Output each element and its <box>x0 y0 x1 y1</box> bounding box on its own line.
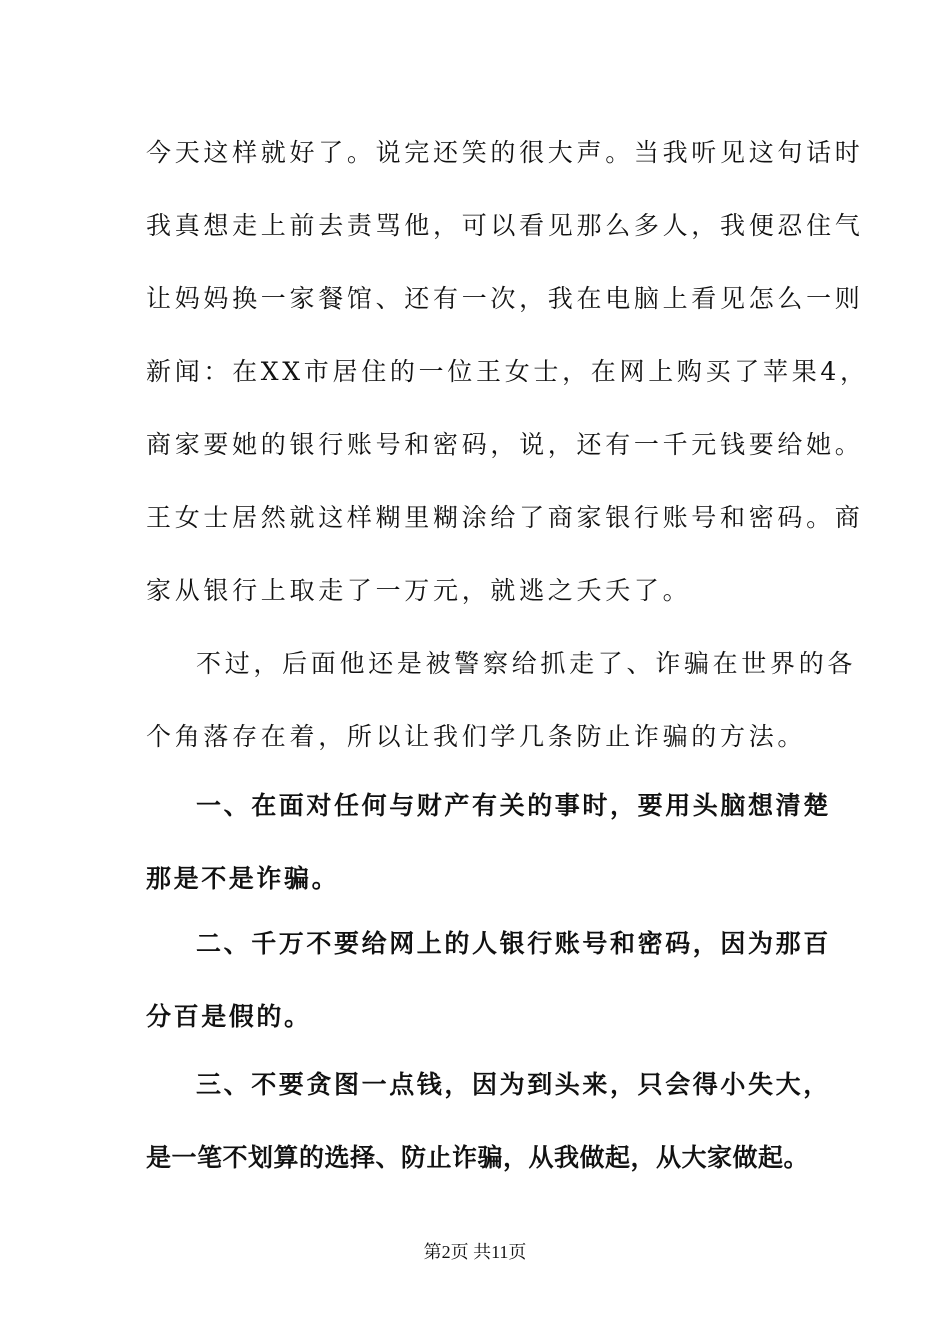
text-line-8: 不过，后面他还是被警察给抓走了、诈骗在世界的各 <box>196 649 857 678</box>
text-line-10: 一、在面对任何与财产有关的事时，要用头脑想清楚 <box>196 791 831 820</box>
text-line-6: 王女士居然就这样糊里糊涂给了商家银行账号和密码。商 <box>146 503 864 532</box>
text-line-3: 让妈妈换一家餐馆、还有一次，我在电脑上看见怎么一则 <box>146 284 864 313</box>
text-line-7: 家从银行上取走了一万元，就逃之夭夭了。 <box>146 576 692 605</box>
text-line-4: 新闻：在XX市居住的一位王女士，在网上购买了苹果4， <box>146 357 869 386</box>
text-line-2: 我真想走上前去责骂他，可以看见那么多人，我便忍住气 <box>146 211 864 240</box>
page-number: 第2页 共11页 <box>423 1242 527 1262</box>
text-line-5: 商家要她的银行账号和密码，说，还有一千元钱要给她。 <box>146 430 864 459</box>
text-line-9: 个角落存在着，所以让我们学几条防止诈骗的方法。 <box>146 722 807 751</box>
text-line-12: 二、千万不要给网上的人银行账号和密码，因为那百 <box>196 929 831 958</box>
text-line-15: 是一笔不划算的选择、防止诈骗，从我做起，从大家做起。 <box>146 1143 810 1172</box>
text-line-1: 今天这样就好了。说完还笑的很大声。当我听见这句话时 <box>146 138 864 167</box>
text-line-14: 三、不要贪图一点钱，因为到头来，只会得小失大， <box>196 1070 831 1099</box>
text-line-13: 分百是假的。 <box>146 1002 312 1031</box>
text-line-11: 那是不是诈骗。 <box>146 864 340 893</box>
